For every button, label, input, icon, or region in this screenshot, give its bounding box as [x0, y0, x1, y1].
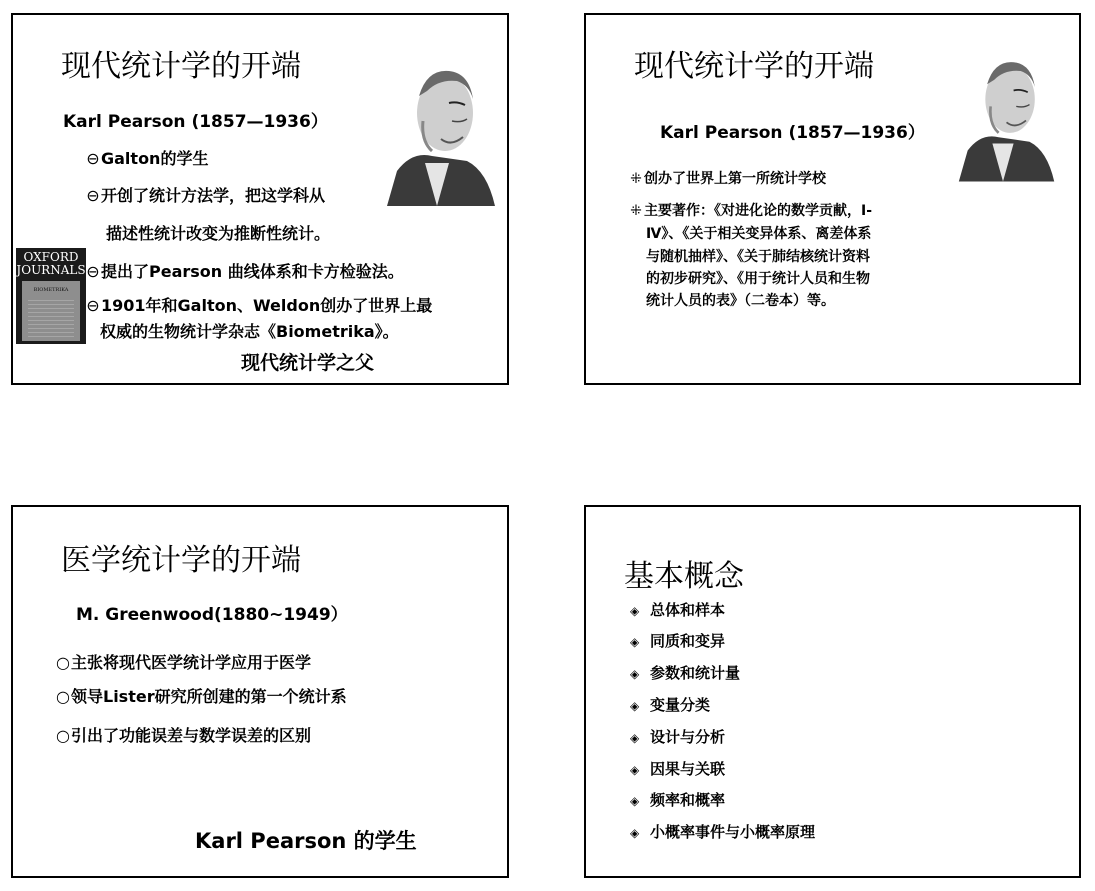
slide-4 — [584, 505, 1081, 878]
concept-item: ◈ 总体和样本 — [630, 601, 726, 619]
bullet-continuation: 权威的生物统计学杂志《Biometrika》。 — [100, 322, 399, 341]
slide-title: 基本概念 — [624, 559, 744, 594]
diamond-bullet-icon: ◈ — [630, 604, 640, 618]
bullet-symbol: ⊖ — [86, 186, 100, 205]
bullet-text: 1901年和Galton、Weldon创办了世界上最 — [101, 296, 433, 315]
person-name: Karl Pearson (1857—1936） — [63, 112, 328, 132]
diamond-bullet-icon: ◈ — [630, 667, 640, 681]
slide-title: 现代统计学的开端 — [61, 49, 301, 84]
diamond-bullet-icon: ◈ — [630, 763, 640, 777]
diamond-bullet-icon: ◈ — [630, 826, 640, 840]
bullet-text: 主要著作：《对进化论的数学贡献，Ⅰ- — [644, 203, 873, 219]
oxford-journals-logo — [16, 248, 86, 344]
bullet-symbol: ⊖ — [86, 262, 100, 281]
bullet-symbol: ○ — [56, 687, 70, 706]
bullet-text: 主张将现代医学统计学应用于医学 — [71, 653, 312, 672]
cover-text-lines — [28, 297, 74, 337]
bullet-continuation: 描述性统计改变为推断性统计。 — [106, 224, 331, 243]
diamond-bullet-icon: ◈ — [630, 635, 640, 649]
slide-title: 现代统计学的开端 — [634, 49, 874, 84]
slide-3 — [11, 505, 509, 878]
slide-title: 医学统计学的开端 — [61, 543, 301, 578]
pearson-portrait — [950, 43, 1056, 183]
bullet-text: 引出了功能误差与数学误差的区别 — [71, 726, 312, 745]
slide-2 — [584, 13, 1081, 385]
diamond-bullet-icon: ◈ — [630, 699, 640, 713]
slide-footer: 现代统计学之父 — [241, 352, 375, 374]
bullet-item — [55, 723, 311, 746]
concept-item: ◈ 参数和统计量 — [630, 664, 741, 682]
journals-label: JOURNALS — [16, 263, 86, 277]
bullet-symbol: ⊖ — [86, 149, 100, 168]
pearson-portrait — [377, 51, 497, 206]
bullet-symbol: ⁜ — [630, 171, 642, 187]
bullet-item — [85, 259, 404, 282]
diamond-bullet-icon: ◈ — [630, 794, 640, 808]
diamond-bullet-icon: ◈ — [630, 731, 640, 745]
slide-1 — [11, 13, 509, 385]
slide-footer: Karl Pearson 的学生 — [195, 829, 417, 853]
bullet-text: 开创了统计方法学，把这学科从 — [101, 186, 326, 205]
bullet-item — [85, 293, 432, 316]
bullet-item — [55, 650, 311, 673]
bullet-item — [85, 183, 325, 206]
bullet-text: 领导Lister研究所创建的第一个统计系 — [71, 687, 347, 706]
bullet-text: 创办了世界上第一所统计学校 — [644, 171, 826, 187]
bullet-continuation: 统计人员的表》（二卷本）等。 — [646, 293, 835, 309]
bullet-item — [628, 168, 826, 188]
bullet-item — [85, 146, 208, 169]
bullet-symbol: ⁜ — [630, 203, 642, 219]
bullet-symbol: ○ — [56, 726, 70, 745]
bullet-continuation: 与随机抽样》、《关于肺结核统计资料 — [646, 249, 870, 265]
person-name: M. Greenwood(1880~1949） — [76, 605, 348, 625]
journal-cover — [22, 281, 80, 341]
concept-item: ◈ 频率和概率 — [630, 791, 726, 809]
person-name: Karl Pearson (1857—1936） — [660, 123, 925, 143]
bullet-text: 提出了Pearson 曲线体系和卡方检验法。 — [101, 262, 404, 281]
concept-item: ◈ 因果与关联 — [630, 760, 726, 778]
bullet-item — [628, 200, 872, 220]
concept-item: ◈ 设计与分析 — [630, 728, 726, 746]
oxford-label: OXFORD — [23, 250, 79, 264]
bullet-continuation: Ⅳ》、《关于相关变异体系、离差体系 — [646, 226, 872, 242]
bullet-item — [55, 684, 347, 707]
bullet-symbol: ○ — [56, 653, 70, 672]
concept-item: ◈ 变量分类 — [630, 696, 711, 714]
cover-title: BIOMETRIKA — [33, 287, 69, 293]
bullet-text: Galton的学生 — [101, 149, 209, 168]
bullet-continuation: 的初步研究》、《用于统计人员和生物 — [646, 271, 870, 287]
concept-item: ◈ 同质和变异 — [630, 632, 726, 650]
concept-item: ◈ 小概率事件与小概率原理 — [630, 823, 816, 841]
bullet-symbol: ⊖ — [86, 296, 100, 315]
